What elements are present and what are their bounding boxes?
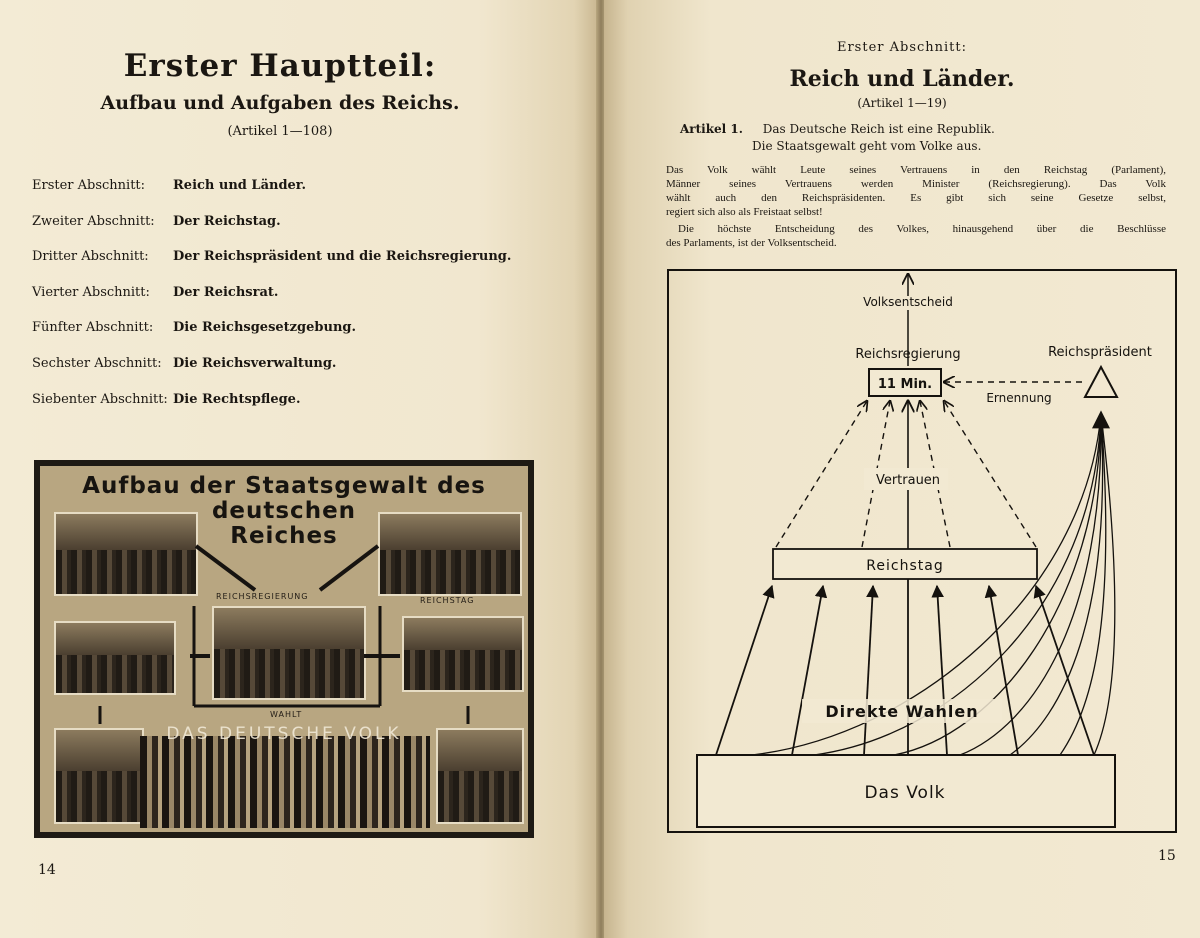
- section-row: [32, 285, 552, 321]
- page-number-right: 15: [1158, 848, 1176, 864]
- wahl-arrow: [937, 586, 947, 755]
- poster-canvas: [40, 466, 528, 832]
- article-line: [680, 122, 995, 136]
- section-title: Der Reichsrat.: [173, 284, 279, 300]
- section-articles: (Artikel 1—19): [857, 96, 947, 110]
- poster-title-line: deutschen: [211, 498, 357, 524]
- section-label: Vierter Abschnitt:: [32, 284, 150, 300]
- wahl-arrow: [864, 586, 873, 755]
- paragraph-line: wählt auch den Reichspräsidenten. Es gibt sich seine Gesetze selbst,: [666, 192, 1166, 204]
- page-number-left: 14: [38, 862, 56, 878]
- paragraph-line: Die höchste Entscheidung des Volkes, hinausgehend über die Beschlüsse: [678, 223, 1166, 235]
- section-title: Der Reichstag.: [173, 213, 281, 229]
- paragraph-line: des Parlaments, ist der Volksentscheid.: [666, 237, 837, 249]
- label-ernennung: Ernennung: [986, 391, 1052, 405]
- label-direkte-wahlen: Direkte Wahlen: [825, 702, 979, 721]
- wahl-arrow: [1036, 586, 1094, 755]
- section-label: Fünfter Abschnitt:: [32, 320, 154, 336]
- section-list: [32, 178, 552, 427]
- label-reichspraesident: Reichspräsident: [1048, 345, 1152, 360]
- section-heading: Erster Abschnitt:: [836, 40, 968, 55]
- label-reichsregierung: Reichsregierung: [855, 347, 961, 362]
- poster-center-label: REICHSREGIERUNG: [216, 592, 309, 601]
- paragraph-line: Das Volk wählt Leute seines Vertrauens in den Reichstag (Parlament),: [666, 164, 1166, 176]
- article-text: Das Deutsche Reich ist eine Republik.: [762, 122, 995, 136]
- praesident-wahl-curve: [1010, 414, 1103, 755]
- vertrauen-arrow: [944, 401, 1036, 547]
- section-title: Reich und Länder.: [173, 178, 306, 193]
- poster-title-line: Reiches: [230, 523, 338, 549]
- section-title: Der Reichspräsident und die Reichsregierung.: [173, 249, 512, 265]
- paragraph-line: regiert sich also als Freistaat selbst!: [666, 206, 823, 218]
- section-label: Dritter Abschnitt:: [32, 249, 149, 265]
- wahl-arrow: [716, 586, 772, 755]
- left-page: [0, 0, 598, 938]
- vertrauen-arrow: [776, 401, 867, 547]
- part-title: Erster Hauptteil:: [123, 48, 437, 84]
- section-row: [32, 320, 552, 356]
- article-text-continued: Die Staatsgewalt geht vom Volke aus.: [752, 139, 982, 153]
- poster-bottom-label: WAHLT: [270, 710, 303, 719]
- section-row: [32, 214, 552, 250]
- section-label: Sechster Abschnitt:: [32, 355, 162, 371]
- section-title: Reich und Länder.: [789, 66, 1015, 92]
- article-label: Artikel 1.: [680, 122, 743, 136]
- section-title: Die Rechtspflege.: [173, 391, 301, 407]
- section-label: Zweiter Abschnitt:: [32, 213, 155, 229]
- part-articles: (Artikel 1—108): [227, 124, 333, 139]
- government-diagram: [664, 266, 1179, 840]
- wahl-arrow: [792, 586, 823, 755]
- section-row: [32, 249, 552, 285]
- label-volk: Das Volk: [864, 783, 946, 803]
- label-volksentscheid: Volksentscheid: [863, 295, 953, 309]
- section-title: Die Reichsverwaltung.: [173, 355, 337, 371]
- poster-connectors: [40, 466, 528, 832]
- label-vertrauen: Vertrauen: [875, 473, 941, 488]
- section-title: Die Reichsgesetzgebung.: [173, 320, 357, 336]
- poster-illustration: [34, 460, 534, 838]
- part-subtitle: Aufbau und Aufgaben des Reichs.: [100, 92, 460, 114]
- section-row: [32, 178, 552, 214]
- poster-volk-label: DAS DEUTSCHE VOLK: [166, 724, 402, 744]
- label-reichstag: Reichstag: [866, 558, 944, 574]
- right-page: [604, 0, 1200, 938]
- president-triangle: [1085, 367, 1117, 397]
- section-row: [32, 392, 552, 428]
- section-row: [32, 356, 552, 392]
- poster-title-line: Aufbau der Staatsgewalt des: [82, 473, 486, 499]
- label-ministers: 11 Min.: [877, 377, 933, 392]
- section-label: Erster Abschnitt:: [32, 178, 146, 193]
- paragraph-line: Männer seines Vertrauens werden Minister (Reichsregierung). Das Volk: [666, 178, 1166, 190]
- poster-top-right-label: REICHSTAG: [420, 596, 475, 605]
- diagram-svg: [664, 266, 1179, 840]
- section-label: Siebenter Abschnitt:: [32, 391, 168, 407]
